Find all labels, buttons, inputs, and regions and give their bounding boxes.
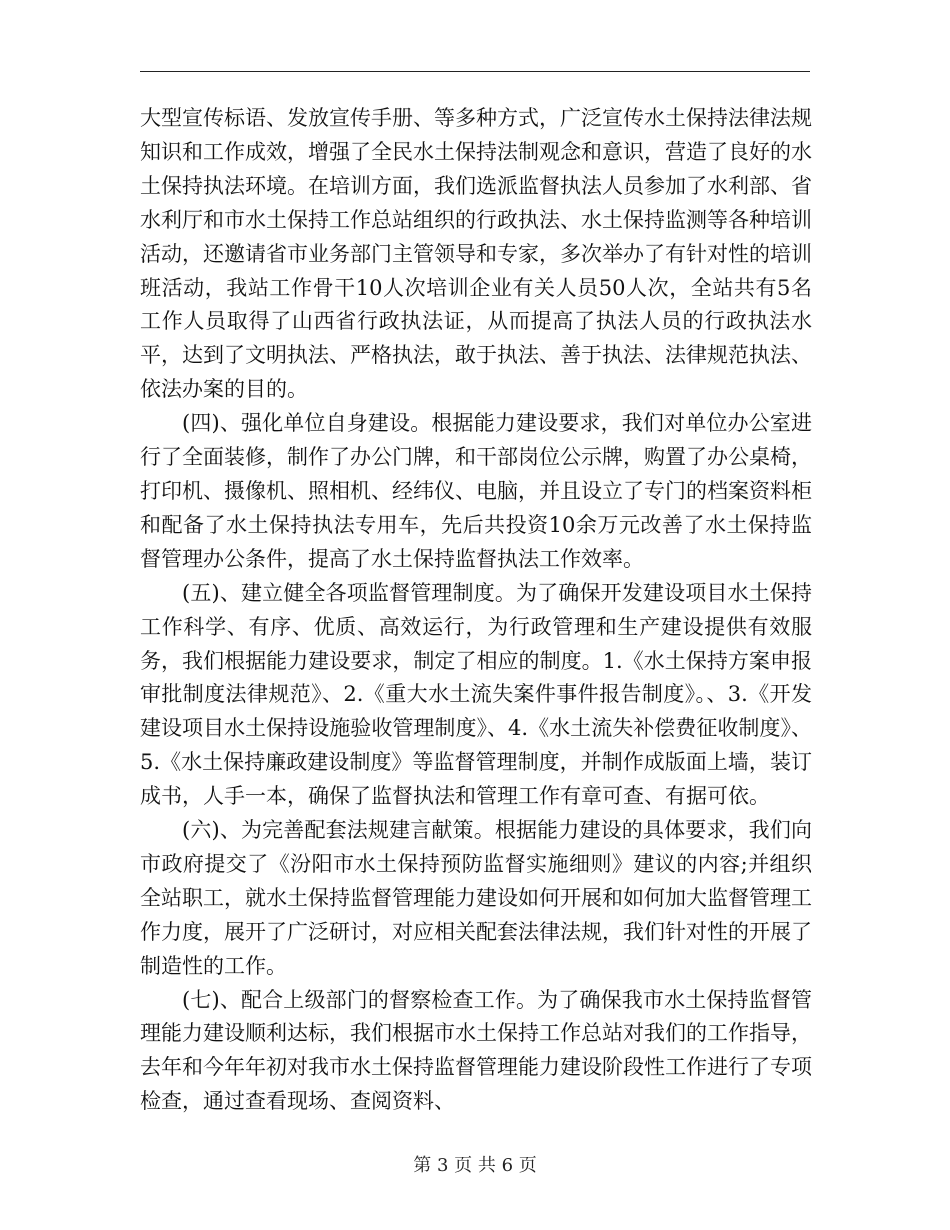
page-number-footer: 第 3 页 共 6 页 <box>413 1155 537 1176</box>
paragraph-section-7: (七)、配合上级部门的督察检查工作。为了确保我市水土保持监督管理能力建设顺利达标，我们根据市水土保持工作总站对我们的工作指导，去年和今年年初对我市水土保持监督管理能力建设阶段性工作进行了专项检查，通过查看现场、查阅资料、 <box>140 987 812 1114</box>
paragraph-continuation: 大型宣传标语、发放宣传手册、等多种方式，广泛宣传水土保持法律法规知识和工作成效，增强了全民水土保持法制观念和意识，营造了良好的水土保持执法环境。在培训方面，我们选派监督执法人员参加了水利部、省水利厅和市水土保持工作总站组织的行政执法、水土保持监测等各种培训活动，还邀请省市业务部门主管领导和专家，多次举办了有针对性的培训班活动，我站工作骨干10人次培训企业有关人员50人次，全站共有5名工作人员取得了山西省行政执法证，从而提高了执法人员的行政执法水平，达到了文明执法、严格执法，敢于执法、善于执法、法律规范执法、依法办案的目的。 <box>140 106 812 402</box>
document-body <box>140 102 812 1119</box>
paragraph-section-6: (六)、为完善配套法规建言献策。根据能力建设的具体要求，我们向市政府提交了《汾阳市水土保持预防监督实施细则》建议的内容;并组织全站职工，就水土保持监督管理能力建设如何开展和如何加大监督管理工作力度，展开了广泛研讨，对应相关配套法律法规，我们针对性的开展了制造性的工作。 <box>140 818 812 978</box>
paragraph-section-4: (四)、强化单位自身建设。根据能力建设要求，我们对单位办公室进行了全面装修，制作了办公门牌，和干部岗位公示牌，购置了办公桌椅，打印机、摄像机、照相机、经纬仪、电脑，并且设立了专门的档案资料柜和配备了水土保持执法专用车，先后共投资10余万元改善了水土保持监督管理办公条件，提高了水土保持监督执法工作效率。 <box>140 411 812 571</box>
paragraph-section-5: (五)、建立健全各项监督管理制度。为了确保开发建设项目水土保持工作科学、有序、优质、高效运行，为行政管理和生产建设提供有效服务，我们根据能力建设要求，制定了相应的制度。1.《水土保持方案申报审批制度法律规范》、2.《重大水土流失案件事件报告制度》。、3.《开发建设项目水土保持设施验收管理制度》、4.《水土流失补偿费征收制度》、5.《水土保持廉政建设制度》等监督管理制度，并制作成版面上墙，装订成书，人手一本，确保了监督执法和管理工作有章可查、有据可依。 <box>140 580 812 809</box>
header-rule <box>140 71 810 72</box>
